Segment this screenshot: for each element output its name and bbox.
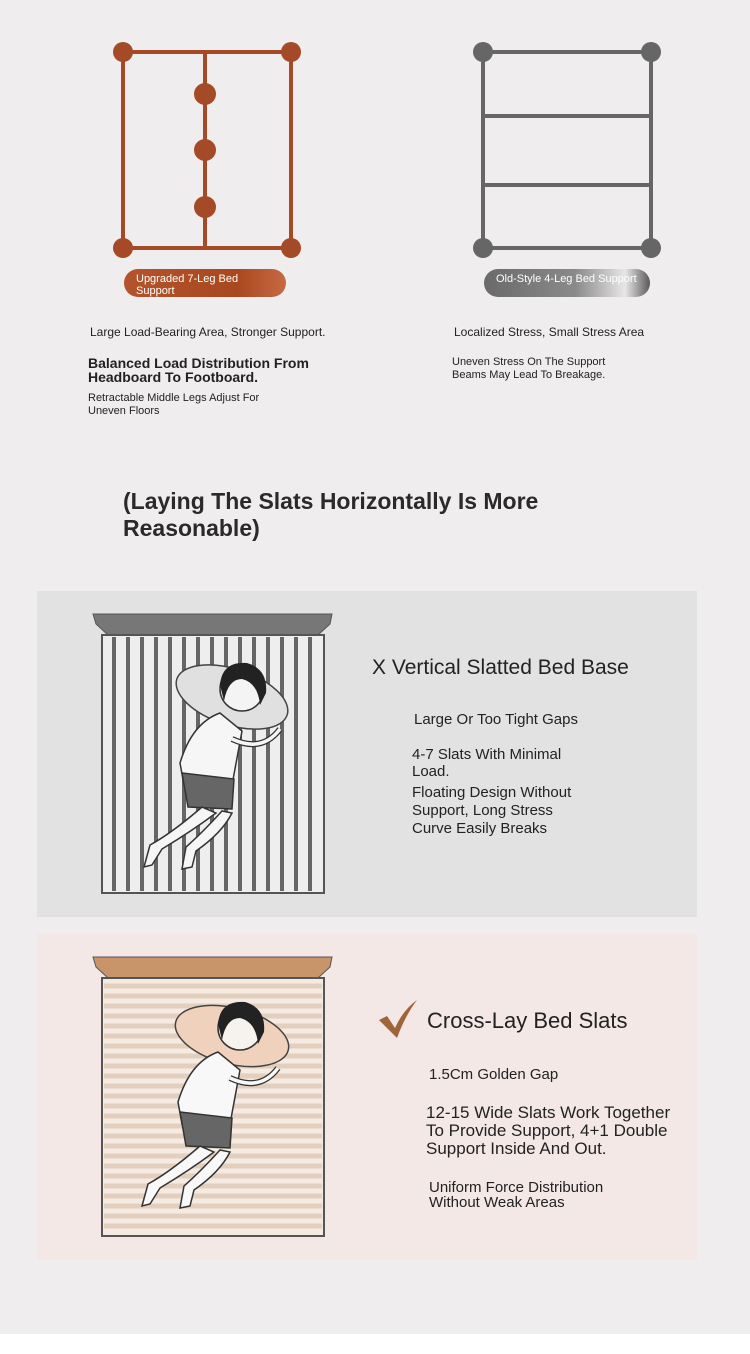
footer-strip [0,1334,750,1354]
vertical-slat-point-gaps: Large Or Too Tight Gaps [414,711,578,728]
cross-slat-point-uniform: Uniform Force Distribution Without Weak Areas [429,1179,604,1211]
vertical-slat-bed-illustration [92,613,334,895]
upgraded-support-label: Upgraded 7-Leg Bed Support [136,273,239,297]
old-support-badge [484,269,650,297]
cross-slat-bed-illustration [92,956,334,1238]
check-mark-icon [377,998,419,1040]
new-point-balanced-load: Balanced Load Distribution From Headboard To Footboard. [88,355,309,385]
cross-slat-panel [37,934,697,1260]
vertical-slat-point-floating: Floating Design Without Support, Long Stress Curve Easily Breaks [412,784,572,837]
old-support-label: Old-Style 4-Leg Bed Support [496,273,637,285]
cross-slat-point-wide-slats: 12-15 Wide Slats Work Together To Provide Support, 4+1 Double Support Inside And Out. [426,1103,671,1158]
cross-slat-title: Cross-Lay Bed Slats [427,1008,628,1033]
vertical-slat-point-load: 4-7 Slats With Minimal Load. [412,746,562,780]
vertical-slat-title: X Vertical Slatted Bed Base [372,656,629,679]
seven-leg-frame-diagram [100,30,310,270]
upgraded-support-badge [124,269,286,297]
four-leg-frame-diagram [462,30,672,270]
old-point-localized-stress: Localized Stress, Small Stress Area [454,325,645,339]
old-point-uneven-stress: Uneven Stress On The Support Beams May Lead To Breakage. [452,356,606,381]
cross-slat-point-gap: 1.5Cm Golden Gap [429,1066,559,1083]
new-point-load-area: Large Load-Bearing Area, Stronger Support. [90,325,326,339]
section-heading: (Laying The Slats Horizontally Is More Reasonable) [123,488,539,541]
new-point-retractable-legs: Retractable Middle Legs Adjust For Uneven Floors [88,392,260,417]
vertical-slat-panel [37,591,697,917]
